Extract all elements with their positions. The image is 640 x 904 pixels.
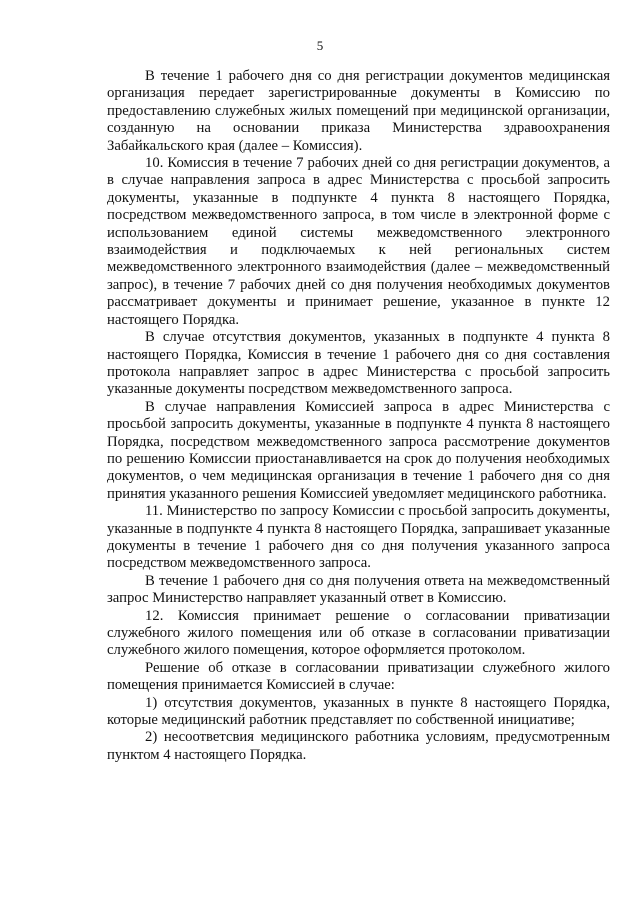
document-body xyxy=(107,68,610,764)
paragraph-item-10: 10. Комиссия в течение 7 рабочих дней со дня регистрации документов, а в случае направления запроса в адрес Министерства с просьбой запросить документы, указанные в подпункте 4 пункта 8 настоящего Порядка, посредством межведомственного запроса, в том числе в электронной форме с использованием единой системы межведомственного электронного взаимодействия и подключаемых к ней региональных систем межведомственного электронного взаимодействия (далее – межведомственный запрос), в течение 7 рабочих дней со дня получения необходимых документов рассматривает документы и принимает решение, указанное в пункте 12 настоящего Порядка. xyxy=(107,155,610,328)
paragraph-item-12: 12. Комиссия принимает решение о согласовании приватизации служебного жилого помещения или об отказе в согласовании приватизации служебного жилого помещения, которое оформляется протоколом. xyxy=(107,607,610,659)
paragraph-registration-transfer: В течение 1 рабочего дня со дня регистрации документов медицинская организация передает зарегистрированные документы в Комиссию по предоставлению служебных жилых помещений при медицинской организации, созданную на основании приказа Министерства здравоохранения Забайкальского края (далее – Комиссия). xyxy=(107,68,610,154)
paragraph-refusal-case-2: 2) несоответсвия медицинского работника условиям, предусмотренным пунктом 4 настоящего Порядка. xyxy=(107,729,610,763)
page-number: 5 xyxy=(316,38,324,53)
paragraph-missing-documents: В случае отсутствия документов, указанных в подпункте 4 пункта 8 настоящего Порядка, Комиссия в течение 1 рабочего дня со дня составления протокола направляет запрос в адрес Министерства с просьбой запросить указанные документы посредством межведомственного запроса. xyxy=(107,329,610,398)
paragraph-item-11: 11. Министерство по запросу Комиссии с просьбой запросить документы, указанные в подпункте 4 пункта 8 настоящего Порядка, запрашивает указанные документы в течение 1 рабочего дня со дня получения указанного запроса посредством межведомственного запроса. xyxy=(107,503,610,572)
paragraph-response-forwarding: В течение 1 рабочего дня со дня получения ответа на межведомственный запрос Министерство направляет указанный ответ в Комиссию. xyxy=(107,572,610,607)
paragraph-suspension: В случае направления Комиссией запроса в адрес Министерства с просьбой запросить документы, указанные в подпункте 4 пункта 8 настоящего Порядка, посредством межведомственного запроса рассмотрение документов по решению Комиссии приостанавливается на срок до получения необходимых документов, о чем медицинская организация в течение 1 рабочего дня со дня принятия указанного решения Комиссией уведомляет медицинского работника. xyxy=(107,398,610,502)
paragraph-refusal-case-1: 1) отсутствия документов, указанных в пункте 8 настоящего Порядка, которые медицинский работник представляет по собственной инициативе; xyxy=(107,694,610,729)
paragraph-refusal-cases: Решение об отказе в согласовании приватизации служебного жилого помещения принимается Комиссией в случае: xyxy=(107,659,610,694)
